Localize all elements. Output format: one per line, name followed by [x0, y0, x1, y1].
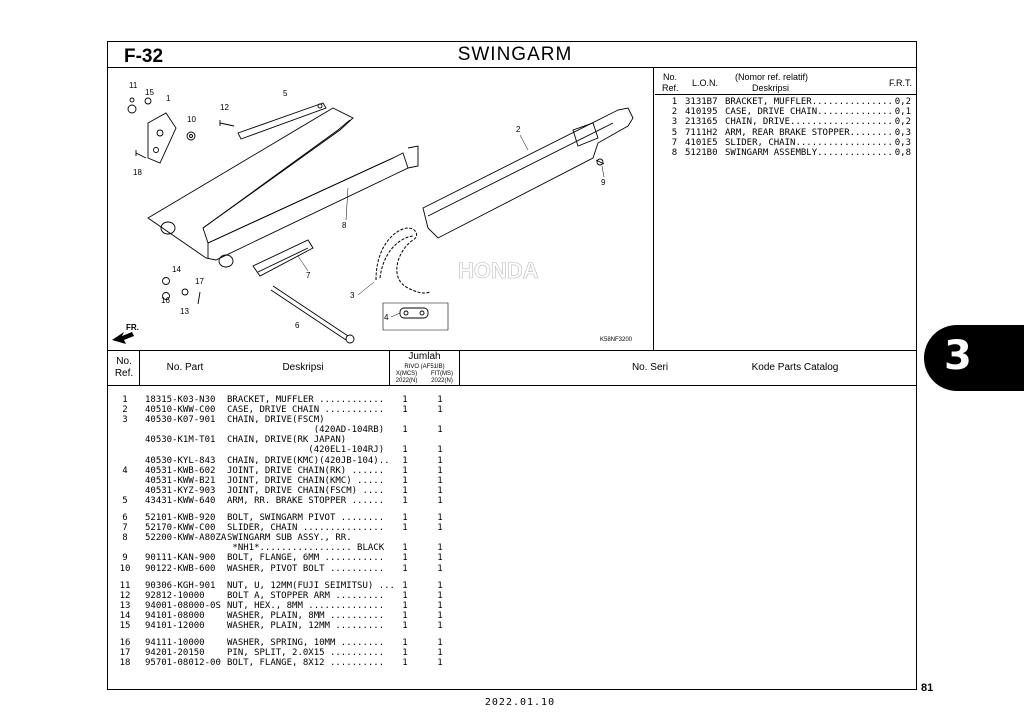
ref-table-row — [664, 128, 911, 138]
row-qty-b: 1 — [437, 405, 443, 416]
row-qty-b: 1 — [437, 658, 443, 669]
row-part-number: 94001-08000-0S — [145, 600, 221, 611]
ref-lon: 4101E5 — [685, 137, 718, 148]
callout-18: 18 — [133, 168, 142, 177]
figure-code: F-32 — [124, 46, 164, 67]
col-header-model-group: RIVO (AF51IB) — [404, 364, 445, 370]
row-description: CHAIN, DRIVE(FSCM) — [227, 415, 325, 426]
ref-header-rule — [655, 94, 917, 95]
row-part-number: 95701-08012-00 — [145, 658, 221, 669]
row-description: CHAIN, DRIVE(KMC)(420JB-104).. — [227, 455, 390, 466]
row-description: BOLT, SWINGARM PIVOT ........ — [227, 513, 385, 524]
row-part-number: 92812-10000 — [145, 590, 205, 601]
row-description: WASHER, SPRING, 10MM ........ — [227, 638, 385, 649]
row-qty-b: 1 — [437, 425, 443, 436]
callout-17: 17 — [195, 277, 204, 286]
row-part-number: 43431-KWW-640 — [145, 495, 216, 506]
row-ref: 7 — [122, 523, 128, 534]
footer-date: 2022.01.10 — [484, 697, 556, 708]
col-header-catalog: Kode Parts Catalog — [751, 362, 839, 373]
ref-desc: CASE, DRIVE CHAIN.............. — [725, 107, 893, 118]
col-header-no-text: No. — [116, 356, 132, 367]
row-part-number: 52200-KWW-A80ZA — [145, 533, 227, 544]
row-qty-a: 1 — [402, 658, 408, 669]
row-description: PIN, SPLIT, 2.0X15 .......... — [227, 648, 385, 659]
ref-no: 2 — [671, 107, 678, 118]
diagram-code: K58NF3200 — [600, 337, 633, 343]
row-description: JOINT, DRIVE CHAIN(FSCM) .... — [227, 485, 385, 496]
row-qty-a: 1 — [402, 563, 408, 574]
row-qty-b: 1 — [437, 590, 443, 601]
row-qty-b: 1 — [437, 475, 443, 486]
page-title: SWINGARM — [457, 44, 573, 65]
watermark-honda: HONDA — [458, 258, 539, 283]
ref-frt: 0,2 — [894, 117, 911, 128]
row-qty-b: 1 — [437, 485, 443, 496]
row-part-number: 94101-08000 — [145, 610, 205, 621]
row-qty-b: 1 — [437, 648, 443, 659]
ref-no: 5 — [671, 127, 678, 138]
row-part-number: 18315-K03-N30 — [145, 395, 216, 405]
parts-table-header-rule — [107, 385, 917, 386]
row-ref: 13 — [119, 600, 131, 611]
row-qty-b: 1 — [437, 513, 443, 524]
ref-header-ref: Ref. — [662, 83, 679, 93]
ref-header-lon: L.O.N. — [692, 78, 719, 88]
ref-table-row — [664, 148, 911, 158]
row-description: WASHER, PLAIN, 8MM .......... — [227, 610, 385, 621]
callout-3: 3 — [350, 291, 355, 300]
ref-frt: 0,3 — [894, 127, 911, 138]
swingarm-exploded-diagram — [108, 68, 653, 350]
row-part-number: 52101-KWB-920 — [145, 513, 216, 524]
row-part-number: 40530-K07-901 — [145, 415, 216, 426]
row-part-number: 90306-KGH-901 — [145, 580, 216, 591]
row-qty-a: 1 — [402, 648, 408, 659]
row-qty-b: 1 — [437, 495, 443, 506]
callout-12: 12 — [220, 103, 229, 112]
ref-header-note: (Nomor ref. relatif) — [735, 72, 809, 82]
row-description: BRACKET, MUFFLER ............ — [227, 395, 385, 405]
ref-header-frt: F.R.T. — [889, 78, 913, 88]
row-qty-b: 1 — [437, 445, 443, 456]
col-divider — [139, 350, 140, 386]
front-label: FR. — [126, 323, 139, 332]
ref-table-row — [664, 97, 911, 107]
row-ref: 16 — [119, 638, 131, 649]
row-part-number: 90111-KAN-900 — [145, 553, 216, 564]
row-ref: 6 — [122, 513, 128, 524]
callout-7: 7 — [306, 271, 311, 280]
callout-8: 8 — [342, 221, 347, 230]
callout-4: 4 — [384, 313, 389, 322]
ref-frt: 0,8 — [894, 148, 911, 159]
row-qty-a: 1 — [402, 405, 408, 416]
row-description: (420EL1-104RJ) — [227, 445, 385, 456]
row-qty-a: 1 — [402, 513, 408, 524]
row-qty-b: 1 — [437, 543, 443, 554]
row-qty-a: 1 — [402, 523, 408, 534]
row-ref: 3 — [122, 415, 128, 426]
col-header-model-b: FIT(MS) — [431, 371, 453, 377]
row-qty-a: 1 — [402, 445, 408, 456]
row-description: SLIDER, CHAIN ............... — [227, 523, 385, 534]
row-part-number: 40530-K1M-T01 — [145, 435, 216, 446]
row-qty-b: 1 — [437, 523, 443, 534]
callout-1: 1 — [166, 94, 171, 103]
row-qty-a: 1 — [402, 610, 408, 621]
ref-table-row — [664, 117, 911, 127]
ref-lon: 213165 — [685, 117, 718, 128]
section-tab — [924, 325, 1024, 391]
row-part-number: 40531-KWW-B21 — [145, 475, 216, 486]
front-arrow-icon — [112, 332, 134, 344]
callout-13: 13 — [180, 307, 189, 316]
ref-no: 7 — [671, 137, 678, 148]
ref-frt: 0,3 — [894, 137, 911, 148]
callout-15: 15 — [145, 88, 154, 97]
row-description: NUT, HEX., 8MM .............. — [227, 600, 385, 611]
ref-lon: 3131B7 — [685, 97, 718, 107]
callout-5: 5 — [283, 89, 288, 98]
row-qty-a: 1 — [402, 495, 408, 506]
row-qty-a: 1 — [402, 425, 408, 436]
row-qty-b: 1 — [437, 610, 443, 621]
row-qty-a: 1 — [402, 638, 408, 649]
callout-16: 16 — [161, 296, 170, 305]
ref-table-body — [664, 97, 911, 158]
ref-desc: CHAIN, DRIVE................... — [725, 117, 893, 128]
ref-frt: 0,1 — [894, 107, 911, 118]
col-divider — [459, 350, 460, 386]
row-description: ARM, RR. BRAKE STOPPER ...... — [227, 495, 385, 506]
row-qty-b: 1 — [437, 465, 443, 476]
callout-2: 2 — [516, 125, 521, 134]
row-qty-a: 1 — [402, 600, 408, 611]
row-qty-a: 1 — [402, 590, 408, 601]
row-part-number: 40531-KYZ-903 — [145, 485, 216, 496]
row-part-number: 40510-KWW-C00 — [145, 405, 216, 416]
ref-frt: 0,2 — [894, 97, 911, 107]
row-ref: 5 — [122, 495, 128, 506]
row-ref: 15 — [119, 620, 131, 631]
ref-desc: SWINGARM ASSEMBLY.............. — [725, 148, 893, 159]
row-ref: 9 — [122, 553, 128, 564]
ref-lon: 7111H2 — [685, 127, 718, 138]
row-qty-a: 1 — [402, 485, 408, 496]
ref-no: 1 — [671, 97, 678, 107]
ref-table-row — [664, 107, 911, 117]
col-header-qty: Jumlah — [408, 351, 441, 362]
col-header-serial: No. Seri — [631, 362, 669, 373]
callout-6: 6 — [295, 321, 300, 330]
ref-header-desc: Deskripsi — [752, 83, 790, 93]
row-ref: 14 — [119, 610, 131, 621]
page-number: 81 — [921, 682, 934, 694]
ref-header-no: No. — [663, 72, 678, 82]
row-ref: 17 — [119, 648, 131, 659]
callout-14: 14 — [172, 265, 181, 274]
row-ref: 8 — [122, 533, 128, 544]
row-qty-a: 1 — [402, 620, 408, 631]
ref-lon: 410195 — [685, 107, 718, 118]
row-description: SWINGARM SUB ASSY., RR. — [227, 533, 352, 544]
row-ref: 11 — [119, 580, 131, 591]
row-qty-b: 1 — [437, 563, 443, 574]
ref-desc: BRACKET, MUFFLER............... — [725, 97, 893, 107]
row-qty-b: 1 — [437, 553, 443, 564]
row-qty-b: 1 — [437, 620, 443, 631]
row-part-number: 94201-20150 — [145, 648, 205, 659]
row-part-number: 94101-12000 — [145, 620, 205, 631]
row-part-number: 94111-10000 — [145, 638, 205, 649]
row-ref: 18 — [119, 658, 131, 669]
row-description: JOINT, DRIVE CHAIN(RK) ...... — [227, 465, 385, 476]
ref-desc: SLIDER, CHAIN.................. — [725, 137, 893, 148]
row-description: BOLT, FLANGE, 8X12 .......... — [227, 658, 385, 669]
row-ref: 4 — [122, 465, 128, 476]
col-header-model-b-year: 2022(N) — [431, 378, 453, 384]
row-qty-a: 1 — [402, 580, 408, 591]
col-header-part: No. Part — [166, 362, 204, 373]
row-ref: 2 — [122, 405, 128, 416]
col-header-no — [110, 356, 138, 380]
row-part-number: 90122-KWB-600 — [145, 563, 216, 574]
row-qty-a: 1 — [402, 455, 408, 466]
row-ref: 1 — [122, 395, 128, 405]
row-description: BOLT A, STOPPER ARM ......... — [227, 590, 385, 601]
ref-lon: 5121B0 — [685, 148, 718, 159]
section-tab-number: 3 — [944, 333, 972, 379]
callout-11: 11 — [129, 81, 138, 90]
row-qty-a: 1 — [402, 465, 408, 476]
ref-table-row — [664, 138, 911, 148]
row-qty-a: 1 — [402, 553, 408, 564]
parts-table-top-rule — [107, 350, 917, 351]
diagram-divider — [653, 67, 654, 350]
row-part-number: 40531-KWB-602 — [145, 465, 216, 476]
row-description: CHAIN, DRIVE(RK JAPAN) — [227, 435, 347, 446]
row-qty-a: 1 — [402, 395, 408, 405]
row-description: *NH1*................. BLACK — [227, 543, 385, 554]
row-qty-b: 1 — [437, 455, 443, 466]
row-description: NUT, U, 12MM(FUJI SEIMITSU) ... — [227, 580, 395, 591]
row-part-number: 52170-KWW-C00 — [145, 523, 216, 534]
row-qty-a: 1 — [402, 543, 408, 554]
row-description: (420AD-104RB) — [227, 425, 385, 436]
col-header-model-a-year: 2022(N) — [395, 378, 418, 384]
row-ref: 10 — [119, 563, 131, 574]
col-header-desc: Deskripsi — [282, 362, 324, 373]
row-description: BOLT, FLANGE, 6MM ........... — [227, 553, 385, 564]
col-header-ref-text: Ref. — [114, 368, 134, 379]
callout-9: 9 — [601, 178, 606, 187]
row-description: CASE, DRIVE CHAIN ........... — [227, 405, 385, 416]
callout-10: 10 — [187, 115, 196, 124]
row-part-number: 40530-KYL-843 — [145, 455, 216, 466]
row-qty-b: 1 — [437, 600, 443, 611]
ref-no: 3 — [671, 117, 678, 128]
ref-desc: ARM, REAR BRAKE STOPPER........ — [725, 127, 893, 138]
ref-no: 8 — [671, 148, 678, 159]
row-description: WASHER, PIVOT BOLT .......... — [227, 563, 385, 574]
row-qty-b: 1 — [437, 638, 443, 649]
row-qty-b: 1 — [437, 395, 443, 405]
row-qty-a: 1 — [402, 475, 408, 486]
col-header-model-a: X(MCS) — [395, 371, 418, 377]
row-qty-b: 1 — [437, 580, 443, 591]
row-ref: 12 — [119, 590, 131, 601]
row-description: WASHER, PLAIN, 12MM ......... — [227, 620, 385, 631]
row-description: JOINT, DRIVE CHAIN(KMC) ..... — [227, 475, 385, 486]
